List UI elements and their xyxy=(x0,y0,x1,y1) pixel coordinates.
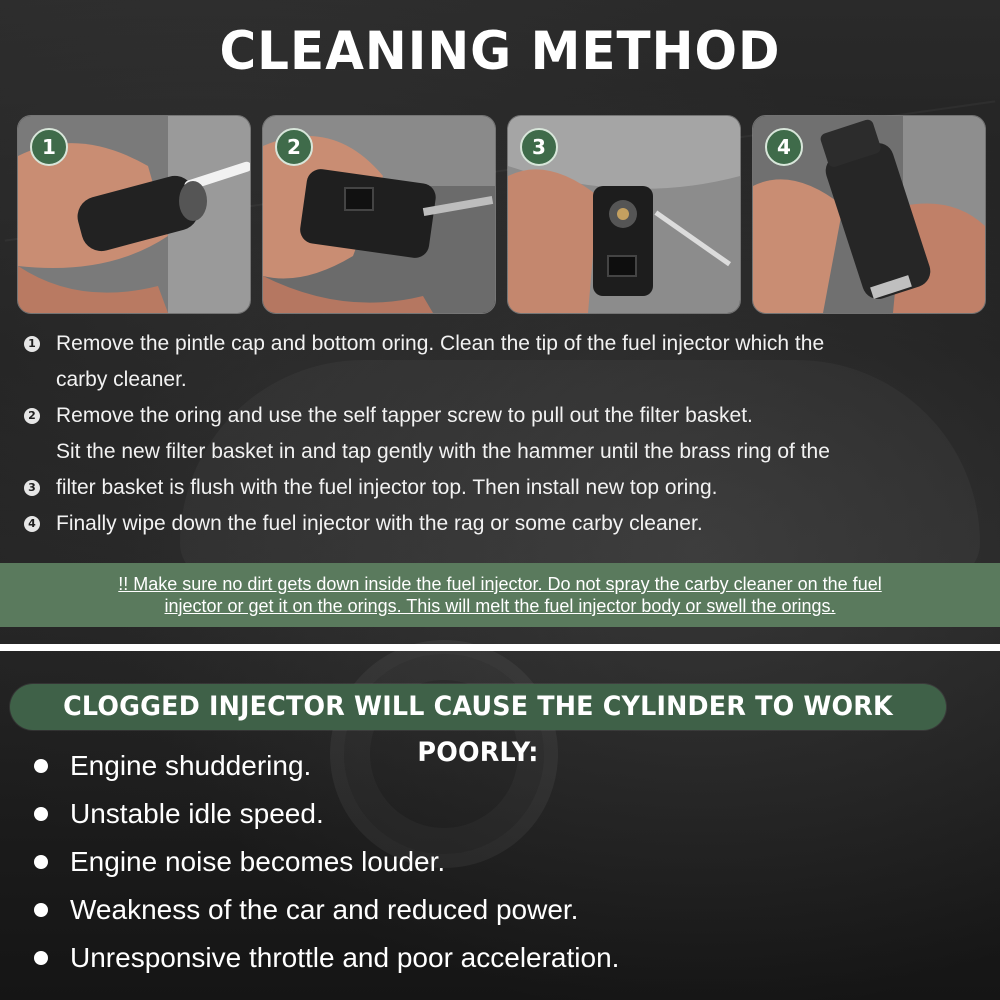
step-text-line: Sit the new filter basket in and tap gently with the hammer until the brass ring of the xyxy=(56,440,830,463)
step-badge: 3 xyxy=(520,128,558,166)
step-photo-3 xyxy=(507,115,741,314)
symptom-text: Weakness of the car and reduced power. xyxy=(70,894,579,925)
step-text-line: carby cleaner. xyxy=(56,368,187,391)
list-item xyxy=(30,838,970,886)
warning-line-1: !! Make sure no dirt gets down inside the fuel injector. Do not spray the carby cleaner on the fuel xyxy=(118,574,882,594)
step-instructions xyxy=(24,326,964,542)
list-item xyxy=(30,790,970,838)
warning-banner xyxy=(0,563,1000,627)
bullet-icon xyxy=(34,951,48,965)
step-badge: 2 xyxy=(275,128,313,166)
symptom-text: Engine noise becomes louder. xyxy=(70,846,446,877)
step-photo-4 xyxy=(752,115,986,314)
bullet-icon xyxy=(34,903,48,917)
list-item xyxy=(30,886,970,934)
symptom-list xyxy=(30,742,970,982)
step-text-line: filter basket is flush with the fuel injector top. Then install new top oring. xyxy=(56,476,718,499)
step-photo-1 xyxy=(17,115,251,314)
bullet-icon xyxy=(34,855,48,869)
section-divider xyxy=(0,644,1000,651)
step-number-icon: 1 xyxy=(24,336,40,352)
symptom-text: Unstable idle speed. xyxy=(70,798,324,829)
bullet-icon xyxy=(34,807,48,821)
step-text-line: Remove the oring and use the self tapper screw to pull out the filter basket. xyxy=(56,404,753,427)
warning-text xyxy=(20,573,980,617)
step-item-2 xyxy=(24,398,964,434)
step-number-icon: 2 xyxy=(24,408,40,424)
list-item xyxy=(30,934,970,982)
page-title: CLEANING METHOD xyxy=(219,20,781,82)
step-number-icon: 3 xyxy=(24,480,40,496)
symptom-text: Engine shuddering. xyxy=(70,750,312,781)
bullet-icon xyxy=(34,759,48,773)
step-item-1 xyxy=(24,326,964,398)
step-badge: 1 xyxy=(30,128,68,166)
list-item xyxy=(30,742,970,790)
step-photo-2 xyxy=(262,115,496,314)
step-item-3 xyxy=(24,434,964,506)
step-item-4 xyxy=(24,506,964,542)
step-badge: 4 xyxy=(765,128,803,166)
step-number-icon: 4 xyxy=(24,516,40,532)
step-text-line: Finally wipe down the fuel injector with the rag or some carby cleaner. xyxy=(56,512,703,535)
step-text-line: Remove the pintle cap and bottom oring. Clean the tip of the fuel injector which the xyxy=(56,332,825,355)
warning-line-2: injector or get it on the orings. This will melt the fuel injector body or swell the orings. xyxy=(164,596,836,616)
cause-title: CLOGGED INJECTOR WILL CAUSE THE CYLINDER TO WORK POORLY: xyxy=(63,691,893,768)
symptom-text: Unresponsive throttle and poor acceleration. xyxy=(70,942,620,973)
